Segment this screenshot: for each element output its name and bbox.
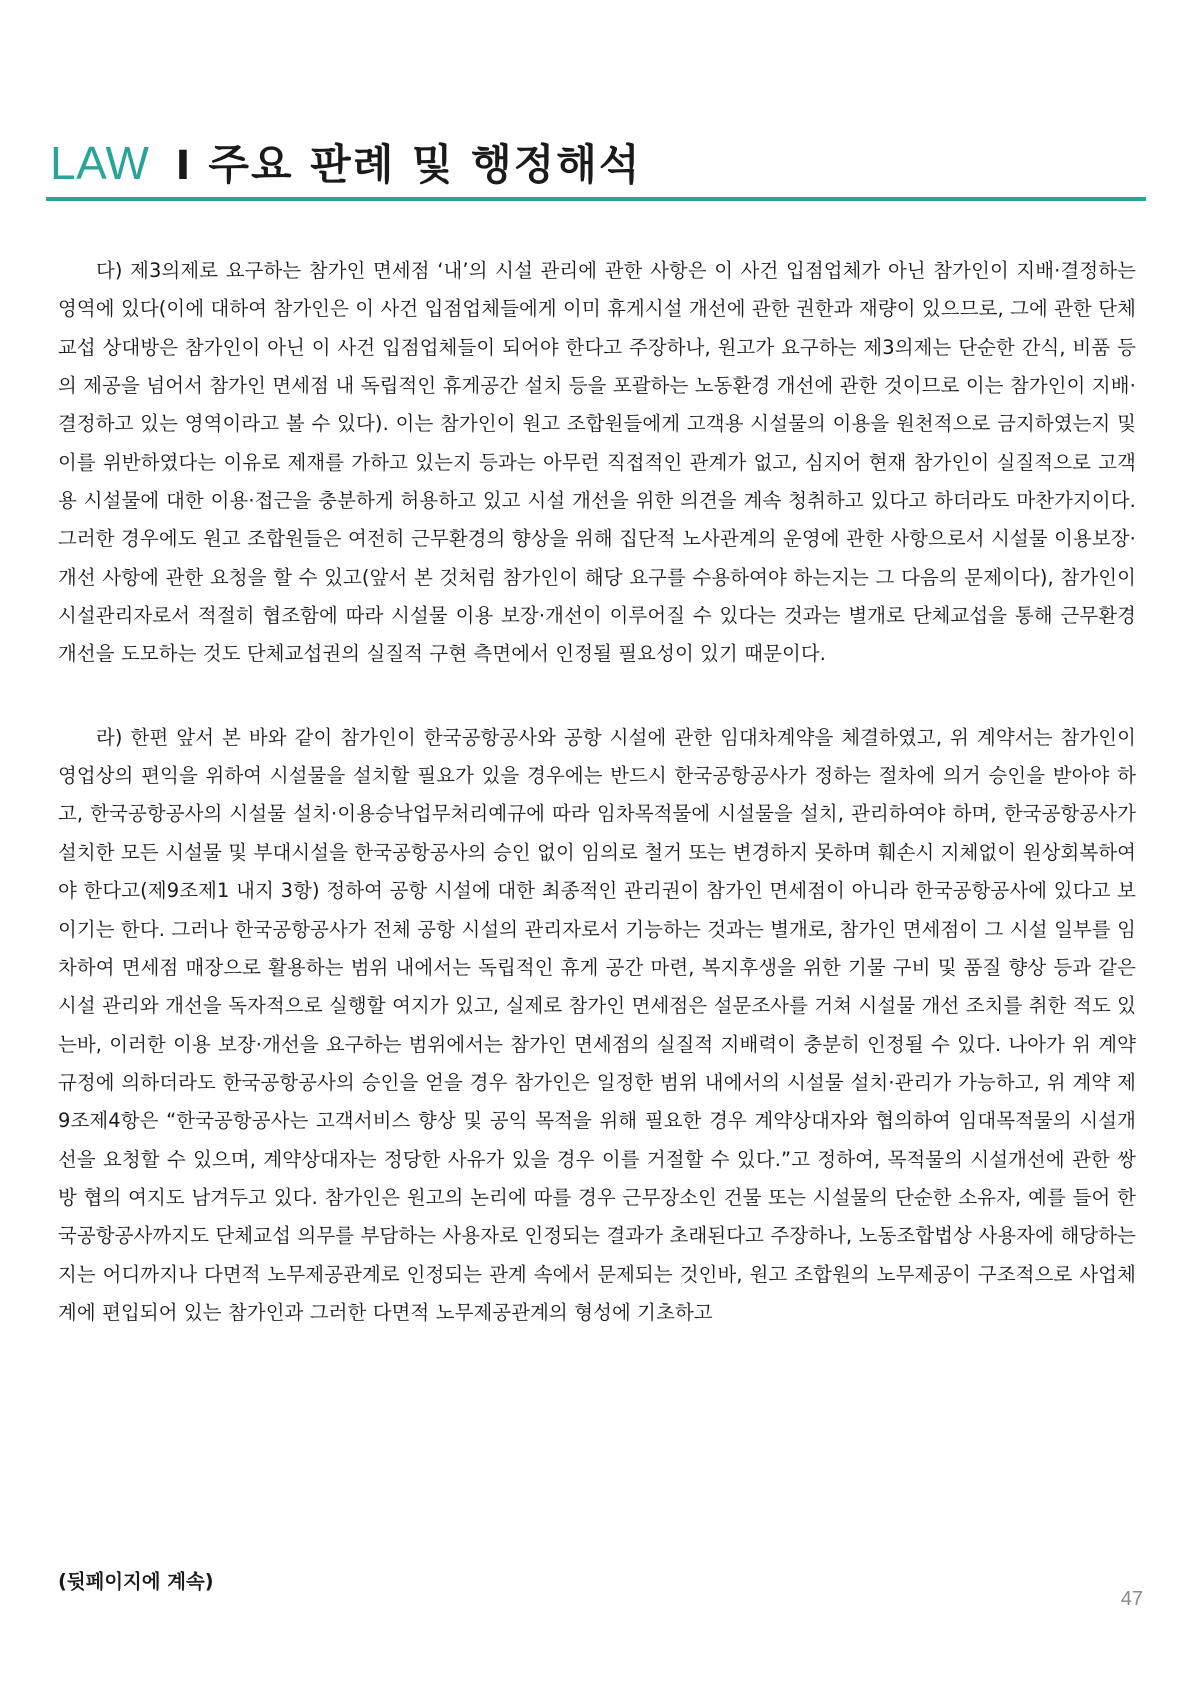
paragraph-ra: 라) 한편 앞서 본 바와 같이 참가인이 한국공항공사와 공항 시설에 관한 임대차계약을 체결하였고, 위 계약서는 참가인이 영업상의 편익을 위하여 시설물을 설치할 필요가 있을 경우에는 반드시 한국공항공사가 정하는 절차에 의거 승인을 받아야 하고, 한국공항공사의 시설물 설치·이용승낙업무처리예규에 따라 임차목적물에 시설물을 설치, 관리하여야 하며, 한국공항공사가 설치한 모든 시설물 및 부대시설을 한국공항공사의 승인 없이 임의로 철거 또는 변경하지 못하며 훼손시 지체없이 원상회복하여야 한다고(제9조제1 내지 3항) 정하여 공항 시설에 대한 최종적인 관리권이 참가인 면세점이 아니라 한국공항공사에 있다고 보이기는 한다. 그러나 한국공항공사가 전체 공항 시설의 관리자로서 기능하는 것과는 별개로, 참가인 면세점이 그 시설 일부를 임차하여 면세점 매장으로 활용하는 범위 내에서는 독립적인 휴게 공간 마련, 복지후생을 위한 기물 구비 및 품질 향상 등과 같은 시설 관리와 개선을 독자적으로 실행할 여지가 있고, 실제로 참가인 면세점은 설문조사를 거쳐 시설물 개선 조치를 취한 적도 있는바, 이러한 이용 보장·개선을 요구하는 범위에서는 참가인 면세점의 실질적 지배력이 충분히 인정될 수 있다. 나아가 위 계약 규정에 의하더라도 한국공항공사의 승인을 얻을 경우 참가인은 일정한 범위 내에서의 시설물 설치·관리가 가능하고, 위 계약 제9조제4항은 “한국공항공사는 고객서비스 향상 및 공익 목적을 위해 필요한 경우 계약상대자와 협의하여 임대목적물의 시설개선을 요청할 수 있으며, 계약상대자는 정당한 사유가 있을 경우 이를 거절할 수 있다.”고 정하여, 목적물의 시설개선에 관한 쌍방 협의 여지도 남겨두고 있다. 참가인은 원고의 논리에 따를 경우 근무장소인 건물 또는 시설물의 단순한 소유자, 예를 들어 한국공항공사까지도 단체교섭 의무를 부담하는 사용자로 인정되는 결과가 초래된다고 주장하나, 노동조합법상 사용자에 해당하는지는 어디까지나 다면적 노무제공관계로 인정되는 관계 속에서 문제되는 것인바, 원고 조합원의 노무제공이 구조적으로 사업체계에 편입되어 있는 참가인과 그러한 다면적 노무제공관계의 형성에 기초하고 bbox=[58, 725, 1136, 1324]
paragraph-spacer bbox=[58, 674, 1136, 719]
page-title: 주요 판례 및 행정해석 bbox=[208, 140, 642, 189]
page-number: 47 bbox=[1120, 1588, 1143, 1610]
header-separator: I bbox=[175, 143, 191, 189]
page-header bbox=[50, 132, 641, 192]
header-divider bbox=[46, 197, 1146, 201]
section-label: LAW bbox=[50, 137, 150, 189]
paragraph-da: 다) 제3의제로 요구하는 참가인 면세점 ‘내’의 시설 관리에 관한 사항은 이 사건 입점업체가 아닌 참가인이 지배·결정하는 영역에 있다(이에 대하여 참가인은 이 사건 입점업체들에게 이미 휴게시설 개선에 관한 권한과 재량이 있으므로, 그에 관한 단체교섭 상대방은 참가인이 아닌 이 사건 입점업체들이 되어야 한다고 주장하나, 원고가 요구하는 제3의제는 단순한 간식, 비품 등의 제공을 넘어서 참가인 면세점 내 독립적인 휴게공간 설치 등을 포괄하는 노동환경 개선에 관한 것이므로 이는 참가인이 지배·결정하고 있는 영역이라고 볼 수 있다). 이는 참가인이 원고 조합원들에게 고객용 시설물의 이용을 원천적으로 금지하였는지 및 이를 위반하였다는 이유로 제재를 가하고 있는지 등과는 아무런 직접적인 관계가 없고, 심지어 현재 참가인이 실질적으로 고객용 시설물에 대한 이용·접근을 충분하게 허용하고 있고 시설 개선을 위한 의견을 계속 청취하고 있다고 하더라도 마찬가지이다. 그러한 경우에도 원고 조합원들은 여전히 근무환경의 향상을 위해 집단적 노사관계의 운영에 관한 사항으로서 시설물 이용보장·개선 사항에 관한 요청을 할 수 있고(앞서 본 것처럼 참가인이 해당 요구를 수용하여야 하는지는 그 다음의 문제이다), 참가인이 시설관리자로서 적절히 협조함에 따라 시설물 이용 보장·개선이 이루어질 수 있다는 것과는 별개로 단체교섭을 통해 근무환경 개선을 도모하는 것도 단체교섭권의 실질적 구현 측면에서 인정될 필요성이 있기 때문이다. bbox=[58, 259, 1136, 666]
document-body bbox=[58, 252, 1136, 1332]
continuation-note: (뒷페이지에 계속) bbox=[58, 1570, 214, 1593]
